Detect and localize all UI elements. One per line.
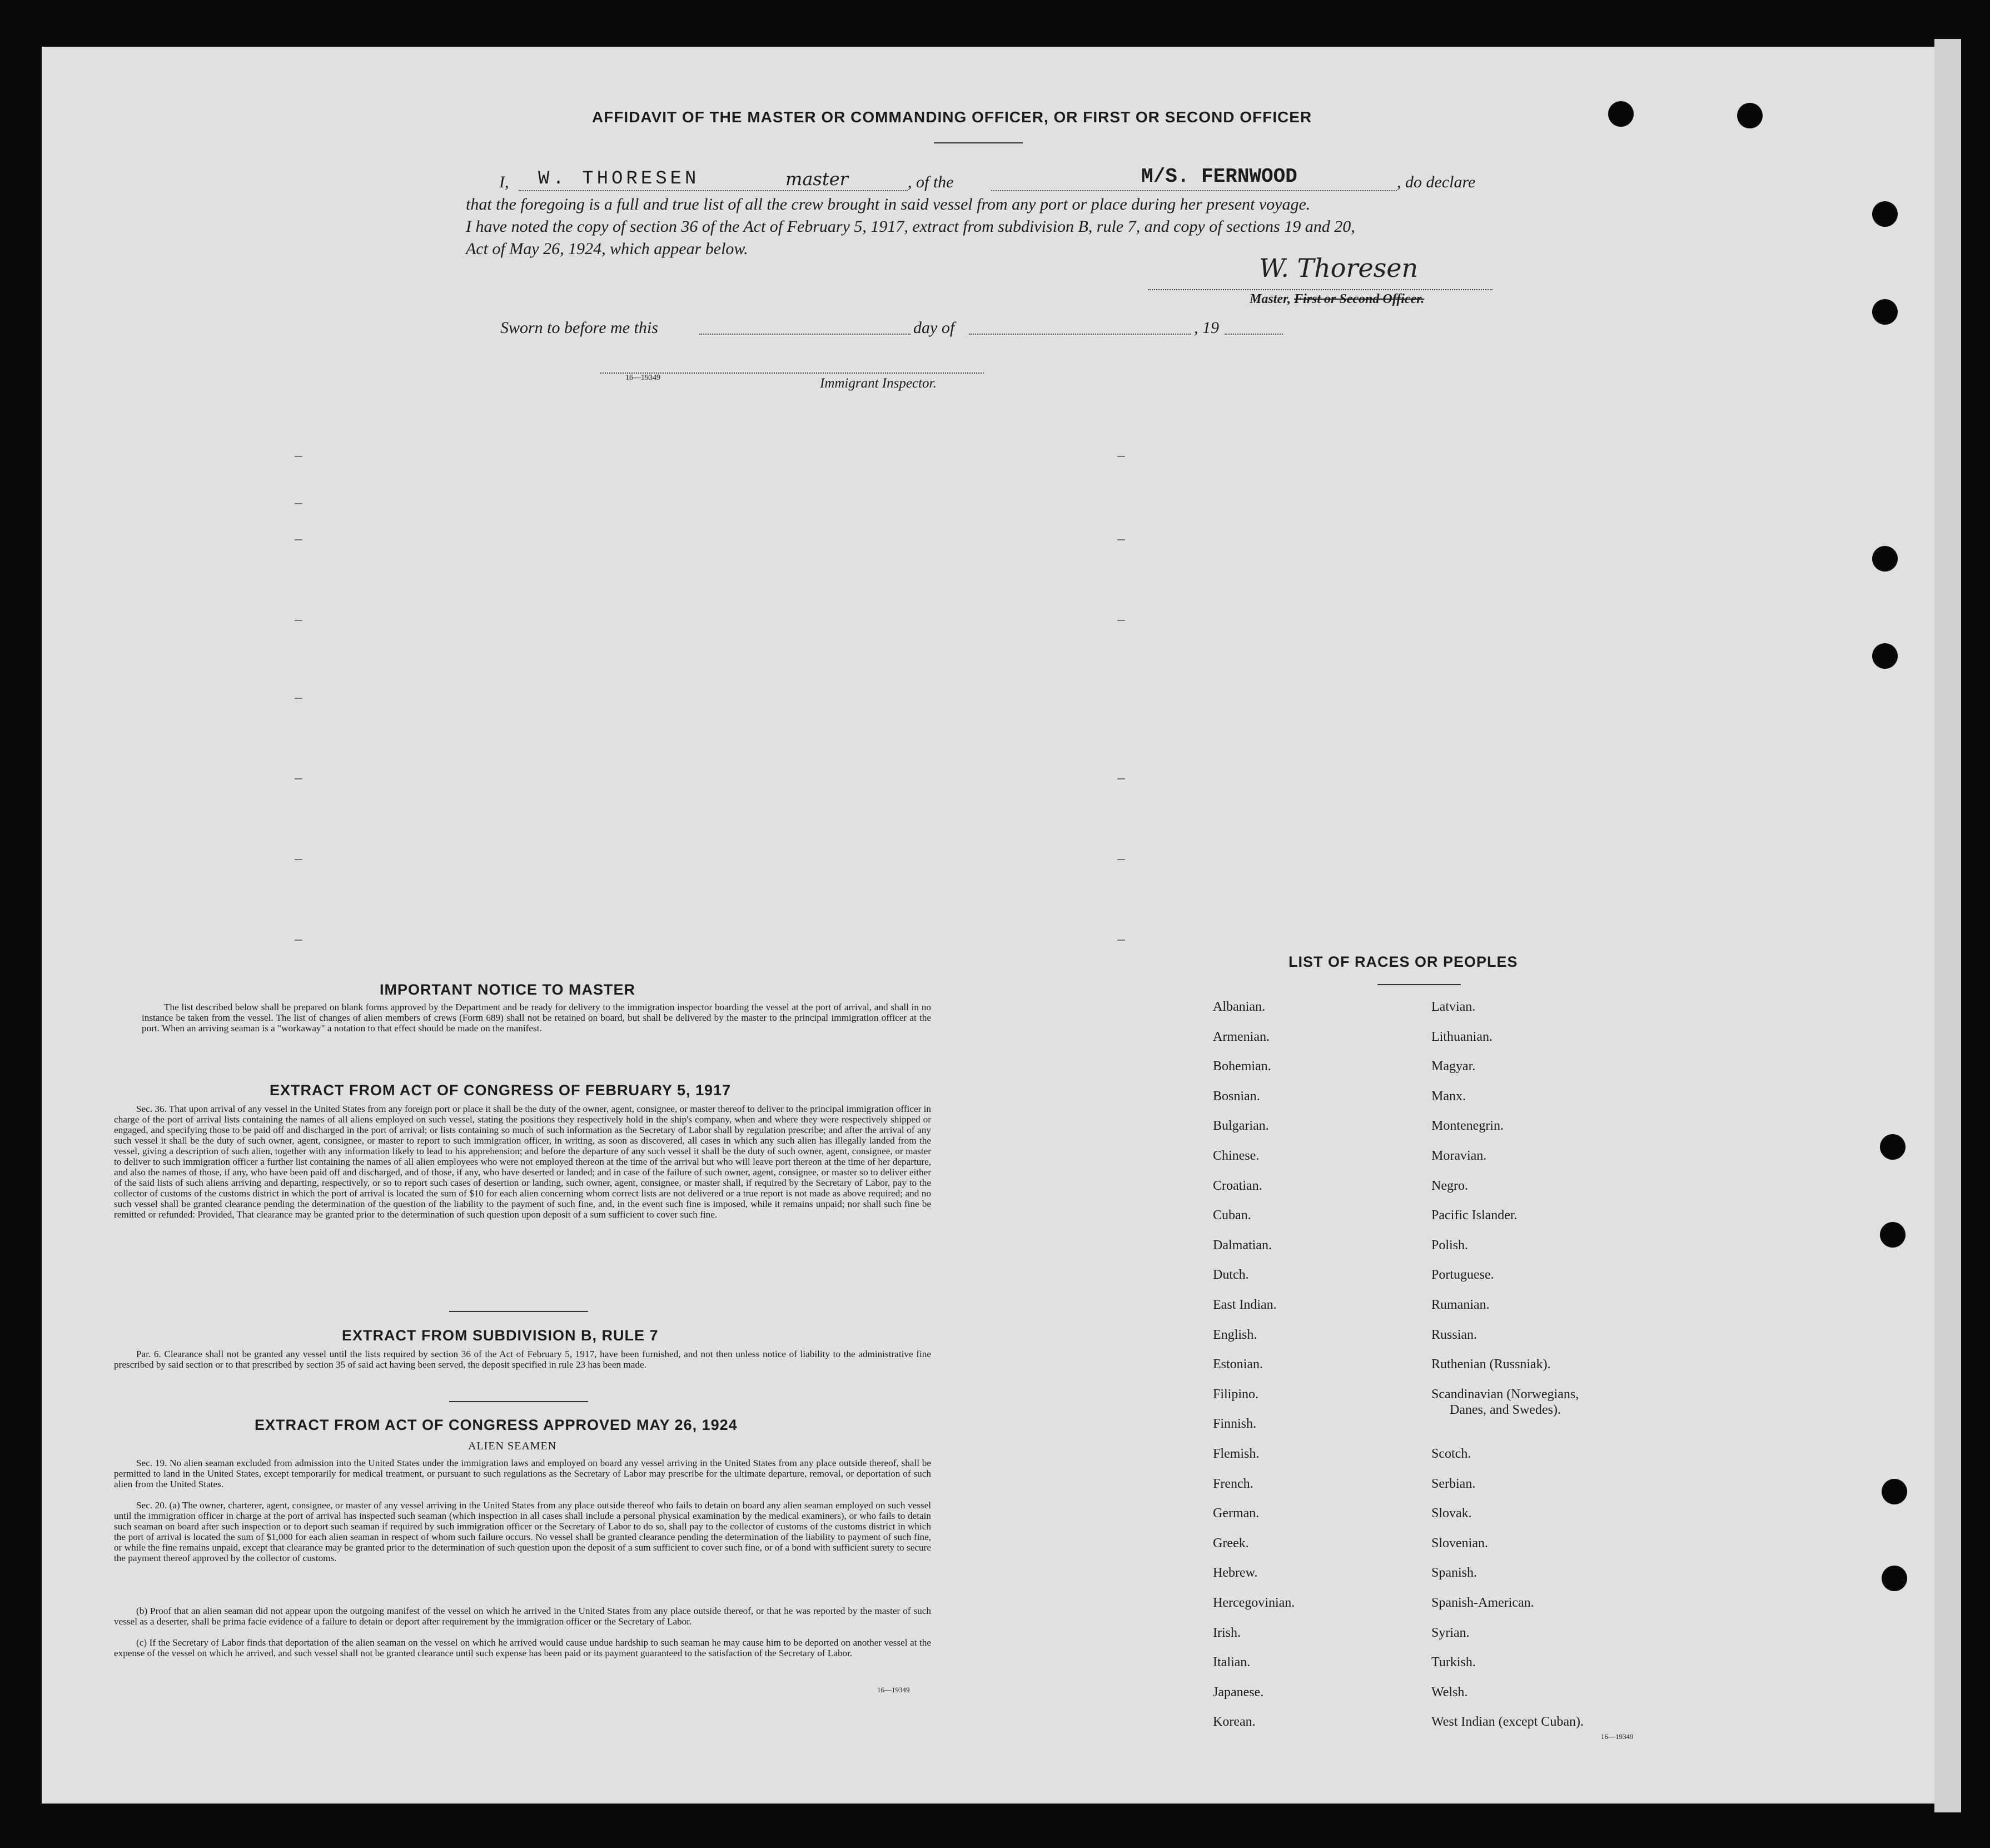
race-item: Syrian. bbox=[1431, 1625, 1470, 1640]
race-item: Croatian. bbox=[1213, 1178, 1262, 1193]
race-item: Portuguese. bbox=[1431, 1268, 1494, 1283]
caption-master: Master, bbox=[1250, 292, 1291, 306]
sworn-line bbox=[466, 317, 1300, 339]
race-item: Chinese. bbox=[1213, 1149, 1260, 1163]
signature-text: W. Thoresen bbox=[1259, 253, 1419, 283]
extract-1924-title: EXTRACT FROM ACT OF CONGRESS APPROVED MAY 26, 1924 bbox=[255, 1417, 738, 1433]
extract-1924-sec19: Sec. 19. No alien seaman excluded from admission into the United States under the immigration laws and employed on board any vessel arriving in the United States from any place outside thereof, shall be permitted to land in the United States, except temporarily for medical treatment, or pursuant to such regulations as the Secretary of Labor may prescribe for the ultimate departure, removal, or deportation of such alien from the United States. bbox=[114, 1458, 931, 1489]
section-divider bbox=[449, 1401, 588, 1402]
binder-hole bbox=[1882, 1479, 1907, 1504]
race-item: Japanese. bbox=[1213, 1685, 1264, 1700]
declaration-line-4: Act of May 26, 1924, which appear below. bbox=[466, 240, 748, 258]
notice-body: The list described below shall be prepared on blank forms approved by the Department and be ready for delivery to the immigration inspector boarding the vessel at the port of arrival, and shall in no instance be taken from the vessel. The list of changes of alien members of crews (Form 689) shall not be retained on board, but shall be delivered by the master to the principal immigration officer at the port. When an arriving seaman is a "workaway" a notation to that effect should be made on the manifest. bbox=[142, 1002, 931, 1034]
signature-caption bbox=[1250, 292, 1424, 307]
master-rank: master bbox=[785, 168, 848, 190]
caption-struck-officer: First or Second Officer. bbox=[1294, 292, 1425, 306]
race-item-continuation: Danes, and Swedes). bbox=[1450, 1402, 1561, 1417]
race-item: Albanian. bbox=[1213, 1000, 1265, 1014]
declaration-line-1 bbox=[466, 165, 1511, 193]
master-signature bbox=[1259, 253, 1418, 283]
inspector-caption: Immigrant Inspector. bbox=[820, 376, 937, 391]
race-item: Irish. bbox=[1213, 1625, 1241, 1640]
race-item: Hebrew. bbox=[1213, 1566, 1258, 1581]
races-underline bbox=[1377, 984, 1461, 985]
race-item: Serbian. bbox=[1431, 1476, 1476, 1491]
race-item: Finnish. bbox=[1213, 1417, 1257, 1432]
race-item: Spanish-American. bbox=[1431, 1596, 1534, 1610]
declaration-prefix: I, bbox=[499, 173, 509, 191]
race-item: Italian. bbox=[1213, 1655, 1251, 1670]
section-divider bbox=[449, 1311, 588, 1312]
extract-1917-title: EXTRACT FROM ACT OF CONGRESS OF FEBRUARY 5, 1917 bbox=[270, 1082, 732, 1099]
do-declare-label: , do declare bbox=[1397, 173, 1476, 191]
race-item: Dalmatian. bbox=[1213, 1238, 1272, 1253]
race-item: Montenegrin. bbox=[1431, 1119, 1504, 1134]
race-item: Scandinavian (Norwegians, bbox=[1431, 1387, 1579, 1402]
race-item: Pacific Islander. bbox=[1431, 1208, 1518, 1223]
binder-hole bbox=[1880, 1134, 1906, 1160]
title-underline bbox=[934, 142, 1023, 143]
race-item: Estonian. bbox=[1213, 1357, 1263, 1372]
master-name: W. THORESEN bbox=[538, 168, 700, 190]
sworn-day-label: day of bbox=[913, 319, 955, 337]
affidavit-title: AFFIDAVIT OF THE MASTER OR COMMANDING OFFICER, OR FIRST OR SECOND OFFICER bbox=[592, 108, 1312, 126]
race-item: Scotch. bbox=[1431, 1447, 1471, 1461]
notice-title: IMPORTANT NOTICE TO MASTER bbox=[380, 981, 635, 998]
race-item: Dutch. bbox=[1213, 1268, 1249, 1283]
race-item: English. bbox=[1213, 1327, 1257, 1342]
extract-1924-sec20a: Sec. 20. (a) The owner, charterer, agent, consignee, or master of any vessel arriving in the United States from any place outside thereof who fails to detain on board any alien seaman employed on such vessel until the immigration officer in charge at the port of arrival has inspected such seaman (which inspection in all cases shall include a personal physical examination by the medical examiners), or who fails to detain such seaman on board after such inspection or to deport such seaman if required by such immigration officer or the Secretary of Labor to do so, shall pay to the collector of customs of the customs district in which the port of arrival is located the sum of $1,000 for each alien seaman in respect of whom such failure occurs. No vessel shall be granted clearance pending the determination of the liability to payment of such fine, or while the fine remains unpaid, except that clearance may be granted prior to the determination of such question upon the deposit of a sum sufficient to cover such fine, or of a bond with sufficient surety to secure the payment thereof approved by the collector of customs. bbox=[114, 1500, 931, 1563]
rule-7-body: Par. 6. Clearance shall not be granted any vessel until the lists required by section 36 of the Act of February 5, 1917, have been furnished, and not then unless notice of liability to the administrative fine prescribed by said section or to that prescribed by section 35 of said act having been served, the deposit specified in rule 23 has been made. bbox=[114, 1349, 931, 1370]
race-item: Russian. bbox=[1431, 1327, 1477, 1342]
race-item: Ruthenian (Russniak). bbox=[1431, 1357, 1551, 1372]
race-item: German. bbox=[1213, 1506, 1260, 1521]
races-form-number: 16—19349 bbox=[1601, 1732, 1634, 1741]
declaration-line-2: that the foregoing is a full and true list of all the crew brought in said vessel from any port or place during her present voyage. bbox=[466, 195, 1311, 213]
sworn-prefix: Sworn to before me this bbox=[500, 319, 658, 337]
rule-7-title: EXTRACT FROM SUBDIVISION B, RULE 7 bbox=[342, 1327, 659, 1344]
race-item: Korean. bbox=[1213, 1715, 1256, 1730]
race-item: Polish. bbox=[1431, 1238, 1469, 1253]
declaration-line-3: I have noted the copy of section 36 of the Act of February 5, 1917, extract from subdivision B, rule 7, and copy of sections 19 and 20, bbox=[466, 217, 1355, 236]
race-item: Turkish. bbox=[1431, 1655, 1476, 1670]
races-title: LIST OF RACES OR PEOPLES bbox=[1288, 953, 1518, 970]
race-item: Rumanian. bbox=[1431, 1298, 1490, 1312]
race-item: Bosnian. bbox=[1213, 1089, 1260, 1104]
binder-hole bbox=[1882, 1566, 1907, 1591]
of-the-label: , of the bbox=[908, 173, 954, 191]
race-item: French. bbox=[1213, 1476, 1253, 1491]
extract-1924-sec20b: (b) Proof that an alien seaman did not appear upon the outgoing manifest of the vessel on which he arrived in the United States from any place outside thereof, or that he was reported by the master of such vessel as a deserter, shall be prima facie evidence of a failure to detain or deport after requirement by the immigration officer or the Secretary of Labor. bbox=[114, 1606, 931, 1627]
race-item: Slovenian. bbox=[1431, 1536, 1488, 1551]
race-item: Armenian. bbox=[1213, 1029, 1270, 1044]
binder-hole bbox=[1872, 201, 1898, 227]
binder-hole bbox=[1872, 299, 1898, 325]
race-item: Moravian. bbox=[1431, 1149, 1487, 1163]
race-item: Filipino. bbox=[1213, 1387, 1259, 1402]
race-item: Spanish. bbox=[1431, 1566, 1477, 1581]
binder-hole bbox=[1880, 1222, 1906, 1248]
race-item: East Indian. bbox=[1213, 1298, 1277, 1312]
sworn-year-label: , 19 bbox=[1194, 319, 1219, 337]
race-item: Bulgarian. bbox=[1213, 1119, 1269, 1134]
extract-1924-form-number: 16—19349 bbox=[877, 1686, 910, 1694]
extract-1917-body: Sec. 36. That upon arrival of any vessel in the United States from any foreign port or place it shall be the duty of the owner, agent, consignee, or master thereof to deliver to the principal immigration officer in charge of the port of arrival lists containing the names of all aliens employed on such vessel, stating the positions they respectively hold in the ship's company, when and where they were respectively shipped or engaged, and specifying those to be paid off and discharged in the port of arrival; or lists containing so much of such information as the Secretary of Labor shall by regulation prescribe; and after the arrival of any such vessel it shall be the duty of such owner, agent, consignee, or master to report to such immigration officer, in writing, as soon as discovered, all cases in which any such alien has illegally landed from the vessel, giving a description of such alien, together with any information likely to lead to his apprehension; and before the departure of any such vessel it shall be the duty of such owner, agent, consignee, or master to deliver to such immigration officer a further list containing the names of all alien employees who were not employed thereon at the time of the arrival but who will leave port thereon at the time of her departure, and also the names of those, if any, who have been paid off and discharged, and of those, if any, who have deserted or landed; and in case of the failure of such owner, agent, consignee, or master so to deliver either of the said lists of such aliens arriving and departing, respectively, or so to report such cases of desertion or landing, such owner, agent, consignee, or master shall, if required by the Secretary of Labor, pay to the collector of customs of the customs district in which the port of arrival is located the sum of $10 for each alien concerning whom correct lists are not delivered or a true report is not made as above required; and no such vessel shall be granted clearance pending the determination of the question of the liability to the payment of such fine, and, in the event such fine is imposed, while it remains unpaid; nor shall such fine be remitted or refunded: Provided, That clearance may be granted prior to the determination of such question upon deposit of a sum sufficient to cover such fine. bbox=[114, 1104, 931, 1220]
race-item: Bohemian. bbox=[1213, 1059, 1271, 1074]
race-item: Welsh. bbox=[1431, 1685, 1468, 1700]
race-item: Negro. bbox=[1431, 1178, 1468, 1193]
race-item: Flemish. bbox=[1213, 1447, 1260, 1461]
extract-1924-sec20c: (c) If the Secretary of Labor finds that deportation of the alien seaman on the vessel on which he arrived would cause undue hardship to such seaman he may cause him to be deported on another vessel at the expense of the vessel on which he arrived, and such vessel shall not be granted clearance until such expense has been paid or its payment guaranteed to the satisfaction of the Secretary of Labor. bbox=[114, 1637, 931, 1658]
binder-hole bbox=[1872, 546, 1898, 572]
race-item: Hercegovinian. bbox=[1213, 1596, 1295, 1610]
race-item: Greek. bbox=[1213, 1536, 1249, 1551]
binder-hole bbox=[1608, 101, 1634, 127]
binder-hole bbox=[1872, 643, 1898, 669]
sheet-edge bbox=[1934, 39, 1961, 1812]
race-item: Latvian. bbox=[1431, 1000, 1476, 1014]
form-number: 16—19349 bbox=[625, 374, 660, 382]
extract-1924-subtitle: ALIEN SEAMEN bbox=[468, 1440, 557, 1452]
race-item: Magyar. bbox=[1431, 1059, 1476, 1074]
race-item: West Indian (except Cuban). bbox=[1431, 1715, 1584, 1730]
race-item: Manx. bbox=[1431, 1089, 1466, 1104]
race-item: Cuban. bbox=[1213, 1208, 1251, 1223]
vessel-name: M/S. FERNWOOD bbox=[1141, 165, 1297, 188]
binder-hole bbox=[1737, 103, 1763, 128]
race-item: Slovak. bbox=[1431, 1506, 1472, 1521]
race-item: Lithuanian. bbox=[1431, 1029, 1493, 1044]
